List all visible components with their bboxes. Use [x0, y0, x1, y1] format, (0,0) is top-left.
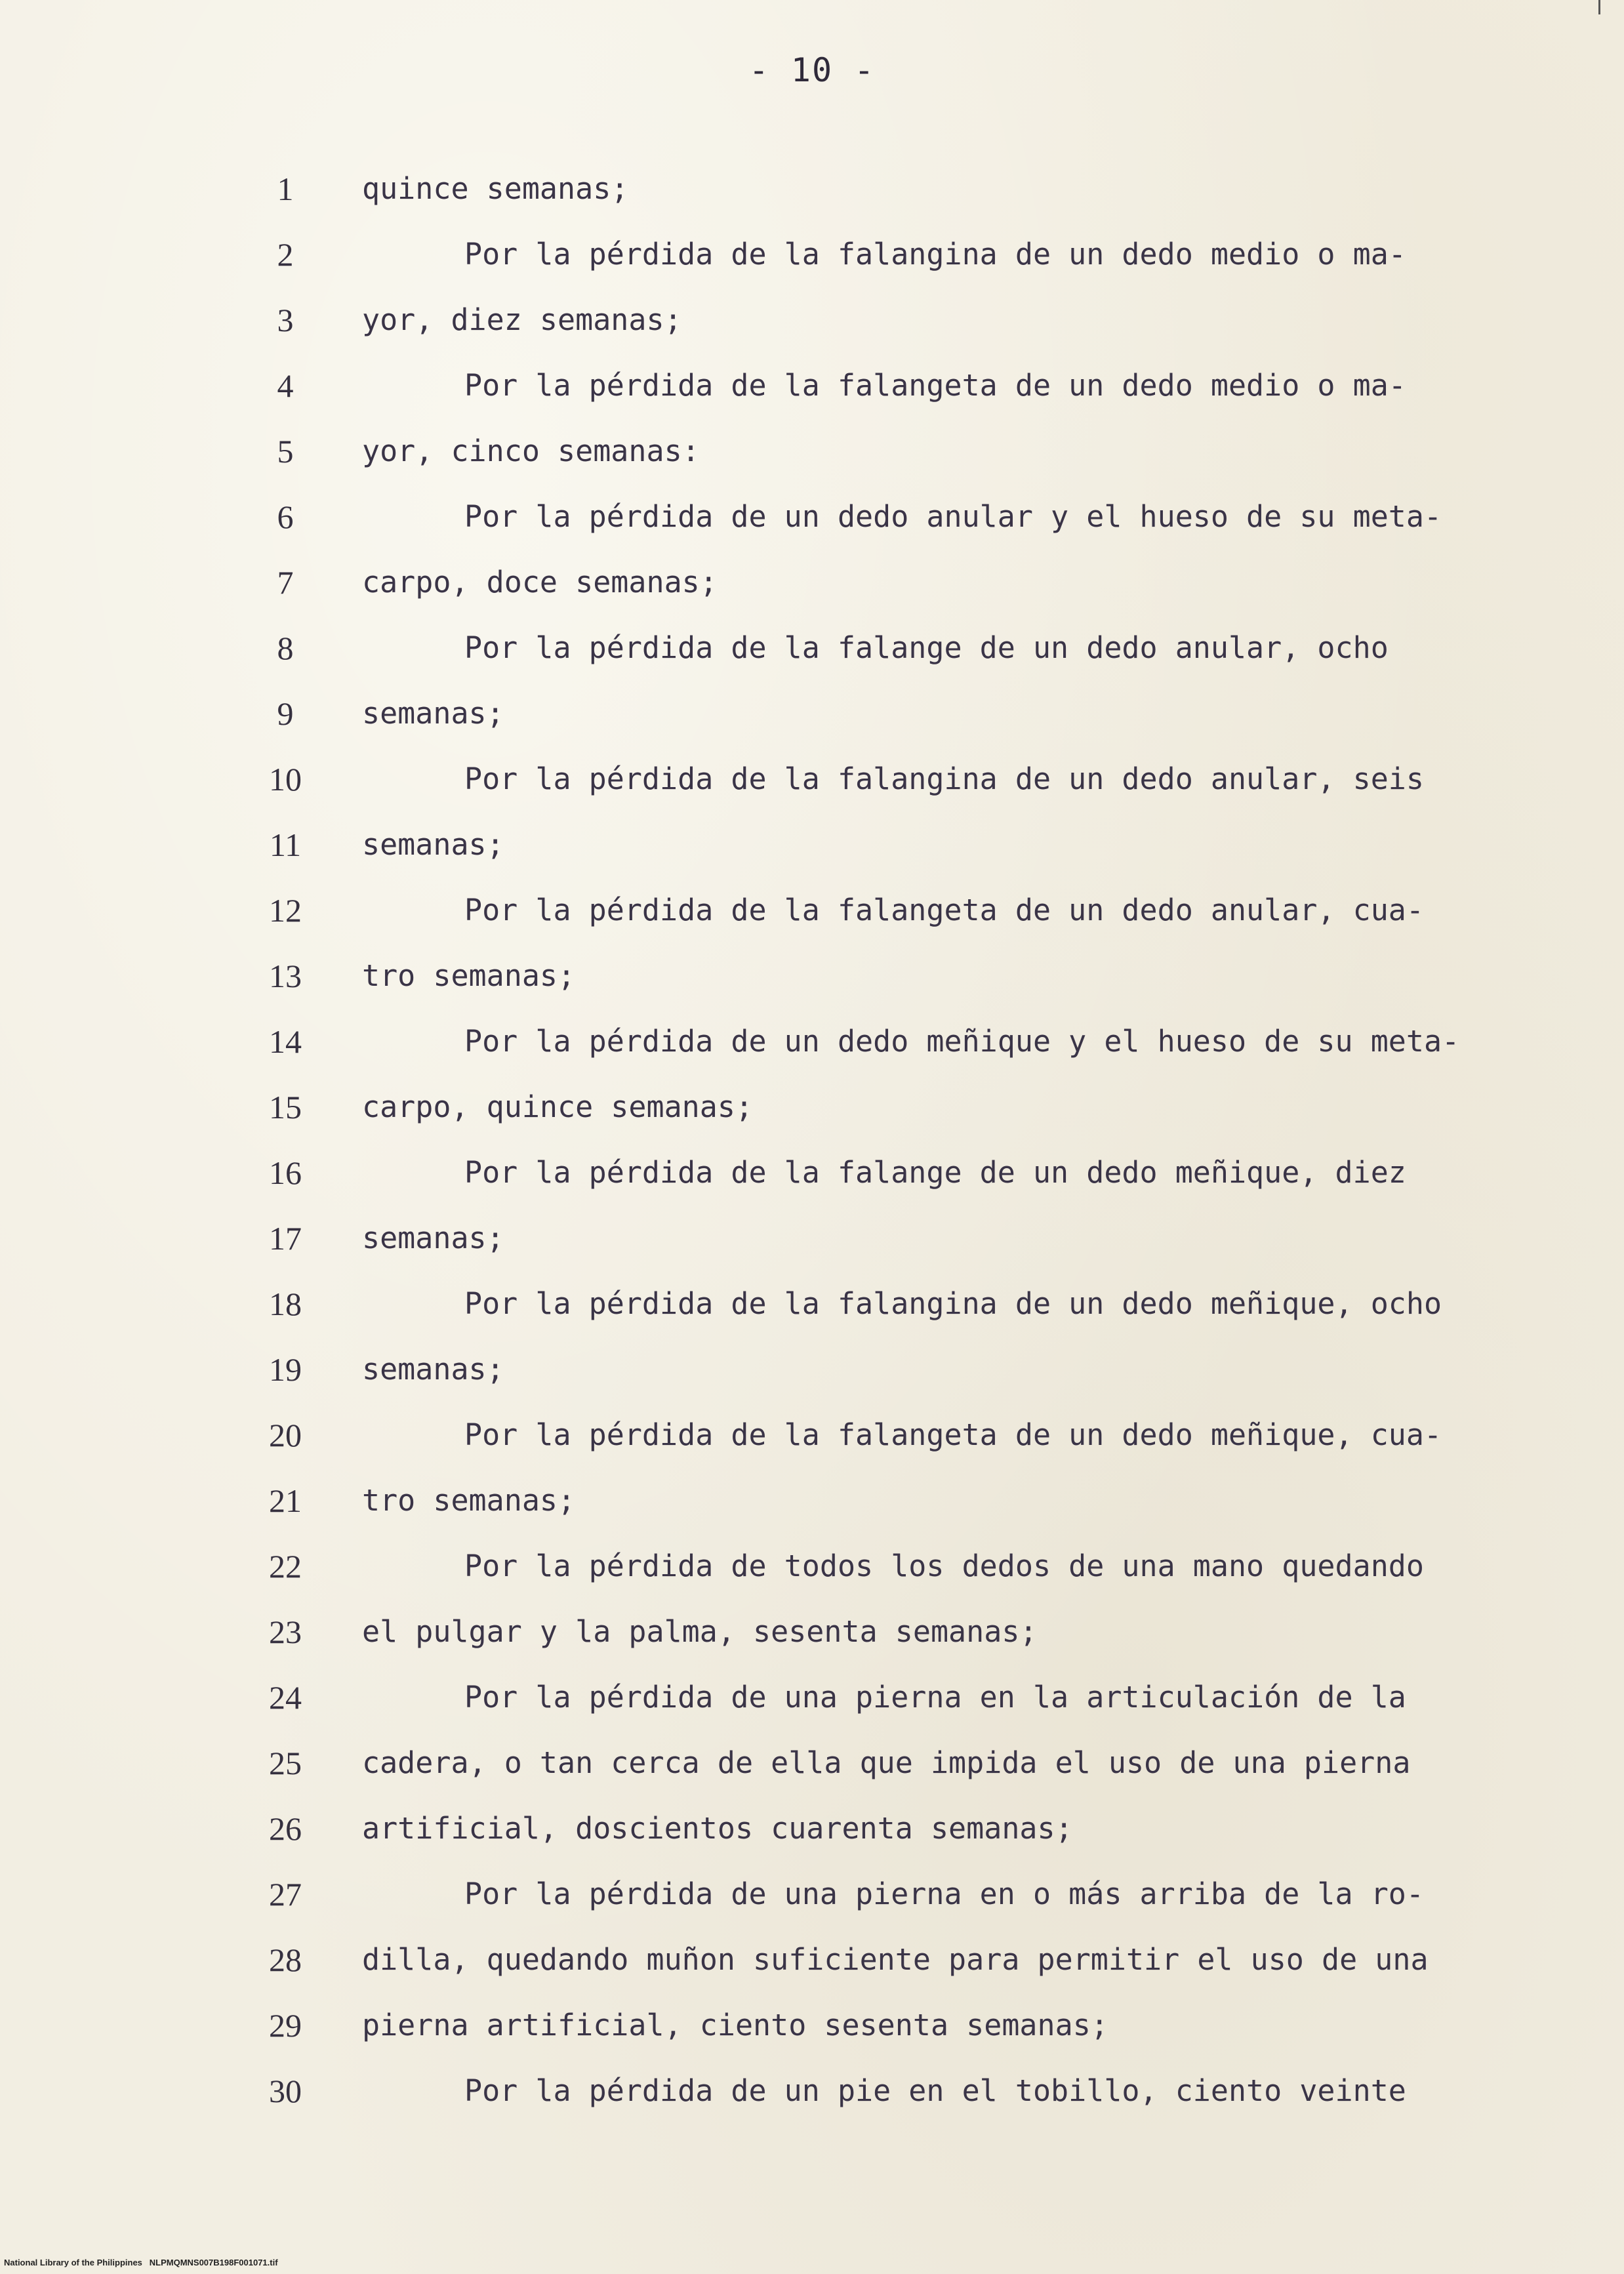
line-text: semanas;: [362, 1221, 504, 1255]
text-line: [0, 1612, 1624, 1678]
text-line: [0, 169, 1624, 235]
line-text: yor, cinco semanas:: [362, 434, 700, 468]
line-text: Por la pérdida de un dedo anular y el hueso de su meta-: [464, 499, 1442, 534]
text-line: [0, 760, 1624, 825]
line-text: el pulgar y la palma, sesenta semanas;: [362, 1614, 1038, 1649]
numbered-lines: [0, 169, 1624, 2137]
line-number: 9: [277, 695, 294, 732]
line-number: 29: [269, 2007, 302, 2044]
text-line: [0, 1678, 1624, 1743]
text-line: [0, 563, 1624, 628]
line-text: semanas;: [362, 827, 504, 862]
text-line: [0, 1743, 1624, 1809]
text-line: [0, 1415, 1624, 1481]
line-text: Por la pérdida de la falangina de un dedo anular, seis: [464, 761, 1424, 796]
line-text: yor, diez semanas;: [362, 302, 682, 337]
text-line: [0, 1022, 1624, 1087]
line-number: 24: [269, 1679, 302, 1716]
line-number: 1: [277, 171, 294, 207]
text-line: [0, 1875, 1624, 1940]
line-number: 3: [277, 302, 294, 338]
line-text: artificial, doscientos cuarenta semanas;: [362, 1811, 1073, 1846]
line-number: 2: [277, 236, 294, 273]
text-line: [0, 1481, 1624, 1547]
line-text: dilla, quedando muñon suficiente para permitir el uso de una: [362, 1942, 1429, 1977]
line-number: 28: [269, 1941, 302, 1978]
text-line: [0, 1350, 1624, 1415]
line-text: tro semanas;: [362, 958, 576, 993]
line-text: pierna artificial, ciento sesenta semanas;: [362, 2008, 1108, 2042]
line-number: 25: [269, 1745, 302, 1781]
line-number: 17: [269, 1220, 302, 1257]
line-number: 7: [277, 564, 294, 601]
line-text: semanas;: [362, 1352, 504, 1387]
line-text: semanas;: [362, 696, 504, 731]
line-number: 16: [269, 1154, 302, 1191]
scan-footer: National Library of the Philippines NLPMQMNS007B198F001071.tif: [4, 2258, 278, 2267]
line-number: 23: [269, 1614, 302, 1650]
text-line: [0, 1284, 1624, 1350]
line-text: Por la pérdida de todos los dedos de una mano quedando: [464, 1549, 1424, 1583]
line-number: 5: [277, 433, 294, 470]
text-line: [0, 432, 1624, 497]
text-line: [0, 1940, 1624, 2006]
line-text: Por la pérdida de una pierna en la articulación de la: [464, 1680, 1406, 1715]
line-number: 4: [277, 367, 294, 404]
line-number: 20: [269, 1417, 302, 1453]
text-line: [0, 1547, 1624, 1612]
line-text: Por la pérdida de una pierna en o más arriba de la ro-: [464, 1877, 1424, 1911]
text-line: [0, 825, 1624, 891]
text-line: [0, 497, 1624, 563]
line-text: Por la pérdida de la falangeta de un dedo medio o ma-: [464, 368, 1406, 403]
text-line: [0, 1219, 1624, 1284]
line-number: 14: [269, 1023, 302, 1060]
line-text: quince semanas;: [362, 171, 629, 206]
text-line: [0, 366, 1624, 432]
line-number: 11: [269, 826, 302, 863]
text-line: [0, 891, 1624, 956]
line-number: 30: [269, 2073, 302, 2109]
line-text: Por la pérdida de un pie en el tobillo, ciento veinte: [464, 2073, 1406, 2108]
line-number: 22: [269, 1548, 302, 1585]
text-line: [0, 235, 1624, 300]
text-line: [0, 1153, 1624, 1219]
line-text: Por la pérdida de la falangina de un dedo medio o ma-: [464, 237, 1406, 272]
line-text: Por la pérdida de la falangina de un dedo meñique, ocho: [464, 1286, 1442, 1321]
text-line: [0, 2071, 1624, 2137]
line-number: 10: [269, 761, 302, 798]
line-number: 21: [269, 1482, 302, 1519]
edge-mark: [1598, 0, 1600, 14]
line-text: cadera, o tan cerca de ella que impida el uso de una pierna: [362, 1745, 1411, 1780]
line-text: Por la pérdida de la falange de un dedo anular, ocho: [464, 630, 1389, 665]
line-number: 19: [269, 1351, 302, 1388]
line-number: 18: [269, 1286, 302, 1322]
line-number: 6: [277, 498, 294, 535]
text-line: [0, 956, 1624, 1022]
line-text: Por la pérdida de la falangeta de un dedo anular, cua-: [464, 893, 1424, 927]
line-text: tro semanas;: [362, 1483, 576, 1518]
page-number: - 10 -: [748, 51, 876, 89]
line-text: carpo, doce semanas;: [362, 565, 718, 599]
line-number: 15: [269, 1089, 302, 1126]
line-number: 8: [277, 630, 294, 666]
line-number: 13: [269, 958, 302, 994]
line-number: 27: [269, 1876, 302, 1913]
text-line: [0, 694, 1624, 760]
line-number: 12: [269, 892, 302, 929]
line-text: carpo, quince semanas;: [362, 1089, 754, 1124]
text-line: [0, 2006, 1624, 2071]
text-line: [0, 1087, 1624, 1153]
text-line: [0, 628, 1624, 694]
text-line: [0, 300, 1624, 366]
line-text: Por la pérdida de la falange de un dedo meñique, diez: [464, 1155, 1406, 1190]
text-line: [0, 1809, 1624, 1875]
line-text: Por la pérdida de un dedo meñique y el hueso de su meta-: [464, 1024, 1460, 1059]
line-number: 26: [269, 1810, 302, 1847]
line-text: Por la pérdida de la falangeta de un dedo meñique, cua-: [464, 1417, 1442, 1452]
